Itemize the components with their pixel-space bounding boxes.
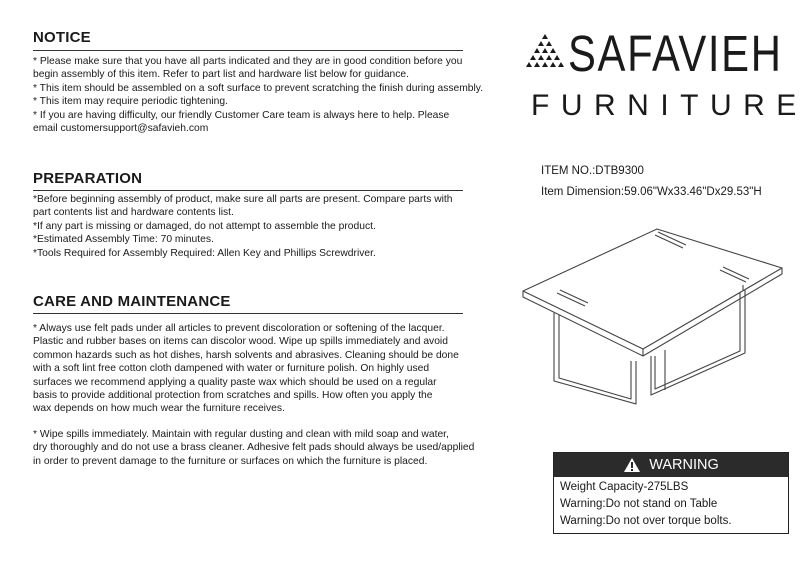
notice-line: * If you are having difficulty, our friendly Customer Care team is always here to help. Please	[33, 109, 450, 121]
brand-name: SAFAVIEH	[568, 25, 783, 82]
preparation-line: *Before beginning assembly of product, make sure all parts are present. Compare parts with	[33, 194, 453, 205]
preparation-heading: PREPARATION	[33, 170, 143, 187]
care-line: Plastic and rubber bases on items can discolor wood. Wipe up spills immediately and avoid	[33, 336, 448, 348]
brand-sub: FURNITURE	[531, 89, 808, 122]
care-line: dry thoroughly and do not use a brass cleaner. Adhesive felt pads should always be used/applied	[33, 442, 475, 454]
notice-line: * This item should be assembled on a soft surface to prevent scratching the finish during assembly.	[33, 82, 484, 94]
triangle-pyramid-logo-icon	[526, 32, 564, 76]
notice-divider	[33, 50, 463, 51]
care-line: with a soft lint free cotton cloth dampened with water or furniture polish. On highly used	[33, 363, 430, 375]
warning-box	[553, 452, 789, 534]
item-dimension: Item Dimension:59.06"Wx33.46"Dx29.53"H	[541, 186, 762, 198]
care-line: wax depends on how much wear the furniture receives.	[33, 403, 285, 415]
care-line: common hazards such as hot dishes, harsh solvents and abrasives. Cleaning should be done	[33, 349, 459, 361]
care-paragraph-2	[33, 428, 474, 468]
notice-line: begin assembly of this item. Refer to part list and hardware list below for guidance.	[33, 69, 410, 81]
care-line: in order to prevent damage to the furniture or surfaces on which the furniture is placed.	[33, 455, 428, 467]
warning-line: Warning:Do not stand on Table	[560, 498, 718, 510]
warning-line: Warning:Do not over torque bolts.	[560, 515, 732, 527]
preparation-line: *Estimated Assembly Time: 70 minutes.	[33, 234, 214, 246]
care-line: basis to provide additional protection from scratches and spills. How often you apply the	[33, 390, 433, 402]
care-line: * Always use felt pads under all articles to prevent discoloration or softening of the lacquer.	[33, 323, 445, 334]
notice-heading: NOTICE	[33, 29, 91, 46]
care-line: * Wipe spills immediately. Maintain with regular dusting and clean with mild soap and water,	[33, 429, 449, 440]
warning-line: Weight Capacity-275LBS	[560, 481, 689, 493]
item-number: ITEM NO.:DTB9300	[541, 165, 644, 177]
care-heading: CARE AND MAINTENANCE	[33, 293, 231, 310]
care-divider	[33, 313, 463, 314]
notice-text	[33, 55, 483, 135]
preparation-divider	[33, 190, 463, 191]
care-line: surfaces we recommend applying a quality paste wax which should be used on a regular	[33, 376, 437, 388]
notice-line: email customersupport@safavieh.com	[33, 123, 209, 135]
preparation-line: part contents list and hardware contents list.	[33, 207, 234, 219]
notice-line: * This item may require periodic tightening.	[33, 96, 228, 108]
care-paragraph-1	[33, 322, 459, 416]
notice-line: * Please make sure that you have all parts indicated and they are in good condition before you	[33, 56, 463, 67]
preparation-text	[33, 193, 453, 260]
warning-title: WARNING	[649, 457, 719, 473]
warning-header	[554, 453, 788, 477]
warning-triangle-icon	[623, 457, 641, 473]
preparation-line: *If any part is missing or damaged, do not attempt to assemble the product.	[33, 220, 376, 232]
table-drawing-icon	[505, 215, 795, 410]
preparation-line: *Tools Required for Assembly Required: Allen Key and Phillips Screwdriver.	[33, 247, 376, 259]
